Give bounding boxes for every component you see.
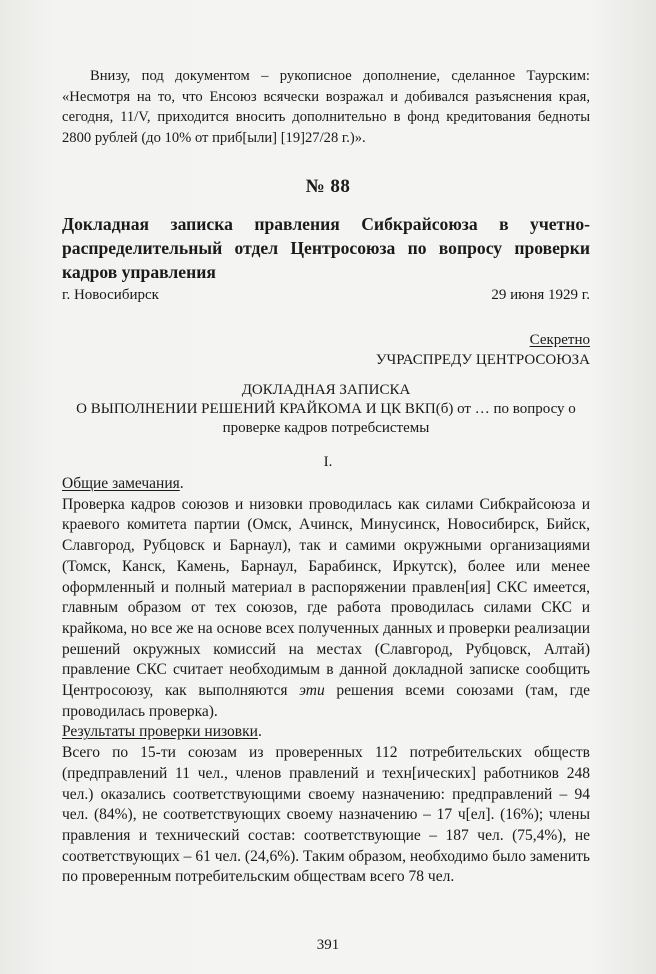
paragraph-general-part1: Проверка кадров союзов и низовки проводилась как силами Сибкрайсоюза и краевого комитета партии (Омск, Ачинск, Минусинск, Новосибирск, Бийск, Славгород, Рубцовск и Барнаул), так и самими окружными организациями (Томск, Канск, Камень, Барнаул, Барабинск, Иркутск), более или менее оформленный и полный материал в распоряжении правлен[ия] СКС имеется, главным образом от тех союзов, где работа проводилась силами СКС и крайкома, но все же на основе всех полученных данных и проверки реализации решений окружных комиссий на местах (Славгород, Рубцовск, Алтай) правление СКС считает необходимым в данной докладной записке сообщить Центросоюзу, как выполняются xyxy=(62,495,590,700)
document-date: 29 июня 1929 г. xyxy=(491,287,590,303)
paragraph-general-emphasis: эти xyxy=(299,682,325,700)
paragraph-general xyxy=(62,495,590,723)
section-number: I. xyxy=(323,454,333,470)
paragraph-general-part2: решения всеми союзами (там, где проводилась проверка). xyxy=(62,682,590,720)
document-title: Докладная записка правления Сибкрайсоюза в учетно-распределительный отдел Центросоюза по вопросу проверки кадров управления xyxy=(62,214,590,282)
report-heading xyxy=(62,381,590,438)
report-body xyxy=(62,474,590,888)
subheading-general-text: Общие замечания xyxy=(62,475,180,492)
subheading-general: Общие замечания. xyxy=(62,475,184,492)
subheading-results: Результаты проверки низовки. xyxy=(62,723,262,741)
page-number: 391 xyxy=(316,937,340,953)
addressee: УЧРАСПРЕДУ ЦЕНТРОСОЮЗА xyxy=(375,352,590,368)
report-heading-line1: ДОКЛАДНАЯ ЗАПИСКА xyxy=(241,382,411,398)
subheading-results-text: Результаты проверки низовки xyxy=(62,723,258,741)
secrecy-mark: Секретно xyxy=(529,332,590,348)
document-place: г. Новосибирск xyxy=(62,287,159,303)
document-number: № 88 xyxy=(305,176,351,197)
report-heading-line2: О ВЫПОЛНЕНИИ РЕШЕНИЙ КРАЙКОМА И ЦК ВКП(б) от … по вопросу о проверке кадров потребсистемы xyxy=(76,401,576,436)
handwritten-note-paragraph: Внизу, под документом – рукописное дополнение, сделанное Таурским: «Несмотря на то, что Енсоюз всячески возражал и добивался разъяснения края, сегодня, 11/V, приходится вносить дополнительно в фонд кредитования бедноты 2800 рублей (до 10% от приб[ыли] [19]27/28 г.)». xyxy=(62,68,590,146)
paragraph-results: Всего по 15-ти союзам из проверенных 112 потребительских обществ (предправлений 11 чел., членов правлений и техн[ических] работников 248 чел.) оказались соответствующими своему назначению: предправлений – 94 чел. (84%), не соответствующих своему назначению – 17 ч[ел]. (16%); члены правления и технический состав: соответствующие – 187 чел. (75,4%), не соответствующих – 61 чел. (24,6%). Таким образом, необходимо было заменить по проверенным потребительским обществам всего 78 чел. xyxy=(62,744,590,886)
